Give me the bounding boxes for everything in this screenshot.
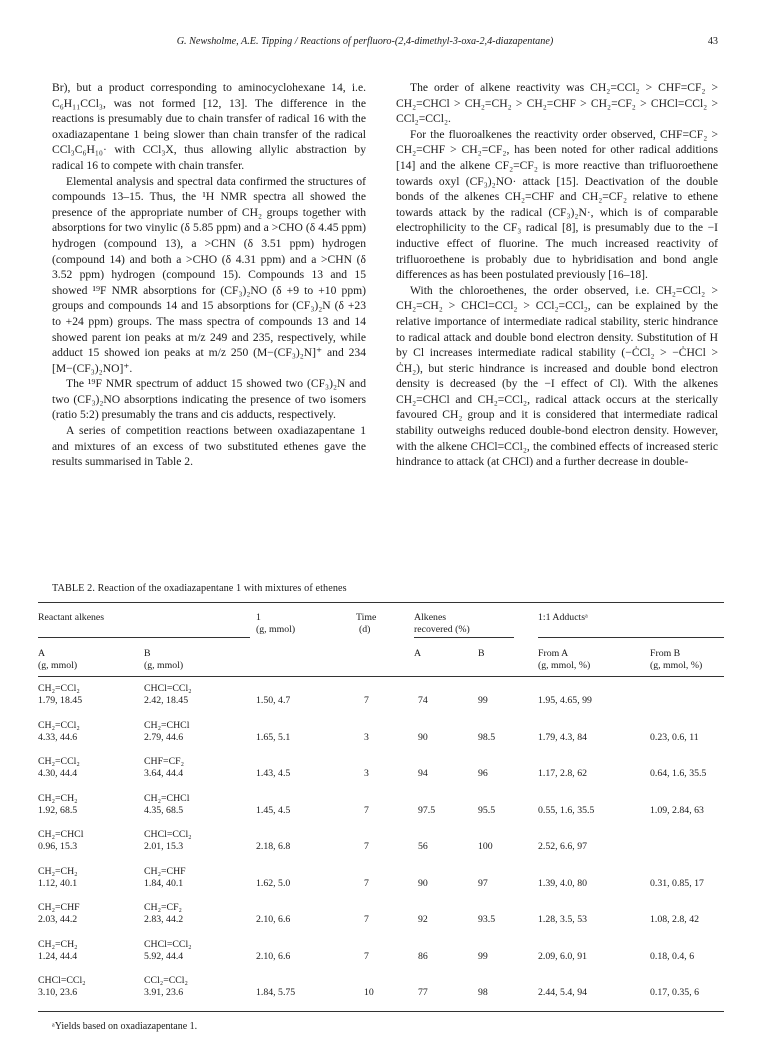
recovered-A: 56 [418,841,428,852]
reactant-A-name: CH₂=CCl₂ [38,683,80,694]
reaction-time: 7 [364,877,369,889]
reactant-B-amount: 4.35, 68.5 [144,804,184,816]
reactant-A-amount: 1.12, 40.1 [38,877,78,889]
reactant-A-name: CHCl=CCl₂ [38,975,86,986]
oxadiazapentane-amount: 2.10, 6.6 [256,914,291,925]
paragraph: Elemental analysis and spectral data confirmed the structures of compounds 13–15. Thus, the ¹H NMR spectra all showed the presence of the appropriate number of CH₂ groups together with absorptions for two vinylic (δ 5.85 ppm) and a >CHO (δ 4.45 ppm) hydrogen (compound 13), a >CHN (δ 3.51 ppm) hydrogen (compound 14) and both a >CHO (δ 4.31 ppm) and a >CHN (δ 3.52 ppm) hydrogen (compound 15). Compounds 13 and 15 showed ¹⁹F NMR absorptions for (CF₃)₂NO (δ +9 to +10 ppm) groups and compounds 14 and 15 absorptions for (CF₃)₂N (δ +23 to +24 ppm) groups. The mass spectra of compounds 13 and 14 showed parent ion peaks at m/z 249 and 235, respectively, while adduct 15 showed ion peaks at m/z 250 (M−(CF₃)₂N]⁺ and 234 [M−(CF₃)₂NO]⁺. [52,174,366,375]
paragraph: The order of alkene reactivity was CH₂=CCl₂ > CHF=CF₂ > CH₂=CHCl > CH₂=CH₂ > CH₂=CHF > CH₂=CF₂ > CHCl=CCl₂ > CCl₂=CCl₂. [396,81,718,126]
adduct-from-A: 1.17, 2.8, 62 [538,768,587,779]
adduct-from-B: 0.17, 0.35, 6 [650,987,699,998]
header-from-B: From B [650,648,681,659]
reaction-time: 7 [364,950,369,962]
reactant-A-name: CH₂=CCl₂ [38,719,80,731]
reactant-A-name: CH₂=CH₂ [38,865,78,877]
recovered-B: 93.5 [478,914,496,925]
adduct-from-B: 1.09, 2.84, 63 [650,804,704,816]
header-from-B-units: (g, mmol, %) [650,660,703,671]
reaction-time: 7 [364,841,369,852]
adduct-from-A: 1.28, 3.5, 53 [538,914,587,925]
reactant-B-name: CHCl=CCl₂ [144,829,192,840]
reaction-time: 7 [364,695,369,706]
header-from-A: From A [538,648,569,659]
adduct-from-A: 1.95, 4.65, 99 [538,695,592,706]
table-footnote: ᵃYields based on oxadiazapentane 1. [52,1021,198,1032]
reactant-A-name: CH₂=CHCl [38,829,84,840]
reactant-B-name: CHCl=CCl₂ [144,938,192,950]
reaction-time: 7 [364,914,369,925]
recovered-A: 77 [418,987,428,998]
reactant-A-amount: 0.96, 15.3 [38,841,78,852]
reactant-B-name: CHF=CF₂ [144,756,184,767]
table-rule [414,637,514,638]
adduct-from-A: 2.44, 5.4, 94 [538,987,587,998]
running-title: G. Newsholme, A.E. Tipping / Reactions of perfluoro-(2,4-dimethyl-3-oxa-2,4-diazapentane) [176,36,554,47]
reactant-B-amount: 2.79, 44.6 [144,731,184,743]
right-column [396,80,718,470]
reactant-A-name: CH₂=CCl₂ [38,756,80,767]
reactant-B-name: CH₂=CHF [144,865,186,877]
header-B: B [144,648,151,659]
reactant-B-name: CH₂=CF₂ [144,902,182,913]
reactant-B-name: CHCl=CCl₂ [144,683,192,694]
reactant-B-amount: 2.01, 15.3 [144,841,184,852]
running-header [52,36,718,56]
oxadiazapentane-amount: 1.45, 4.5 [256,804,291,816]
reactant-A-amount: 4.33, 44.6 [38,731,78,743]
header-adducts: 1:1 Adductsᵃ [538,612,588,623]
header-B-units: (g, mmol) [144,660,184,671]
recovered-A: 97.5 [418,804,436,816]
adduct-from-B: 1.08, 2.8, 42 [650,914,699,925]
header-oxadiazapentane-units: (g, mmol) [256,624,296,635]
recovered-A: 94 [418,768,428,779]
adduct-from-A: 2.09, 6.0, 91 [538,950,587,962]
oxadiazapentane-amount: 1.65, 5.1 [256,731,291,743]
header-alkenes-recovered-units: recovered (%) [414,624,470,635]
reactant-B-amount: 2.83, 44.2 [144,914,184,925]
adduct-from-A: 1.79, 4.3, 84 [538,731,587,743]
paragraph: The ¹⁹F NMR spectrum of adduct 15 showed two (CF₃)₂N and two (CF₃)₂NO absorptions indicating the presence of two isomers (ratio 5:2) presumably the trans and cis adducts, respectively. [52,377,366,422]
header-from-A-units: (g, mmol, %) [538,660,591,671]
recovered-A: 92 [418,914,428,925]
reactant-A-amount: 3.10, 23.6 [38,987,78,998]
table-caption: TABLE 2. Reaction of the oxadiazapentane 1 with mixtures of ethenes [52,583,347,594]
recovered-A: 74 [418,695,428,706]
oxadiazapentane-amount: 2.18, 6.8 [256,841,291,852]
reactant-B-name: CH₂=CHCl [144,792,190,804]
page-number: 43 [707,36,718,47]
adduct-from-B: 0.23, 0.6, 11 [650,731,699,743]
table-rule [38,1011,724,1012]
recovered-B: 98.5 [478,731,496,743]
reactant-A-name: CH₂=CH₂ [38,792,78,804]
adduct-from-A: 0.55, 1.6, 35.5 [538,804,595,816]
adduct-from-A: 1.39, 4.0, 80 [538,877,587,889]
oxadiazapentane-amount: 1.43, 4.5 [256,768,291,779]
reaction-time: 3 [364,768,369,779]
table-rule [38,602,724,603]
recovered-B: 99 [478,695,488,706]
reactant-A-name: CH₂=CHF [38,902,80,913]
reactant-B-name: CH₂=CHCl [144,719,190,731]
reactant-A-amount: 1.24, 44.4 [38,950,78,962]
recovered-B: 100 [478,841,493,852]
paragraph: With the chloroethenes, the order observed, i.e. CH₂=CCl₂ > CH₂=CH₂ > CHCl=CCl₂ > CCl₂=CCl₂, can be explained by the relative importance of intermediate radical stability, steric hindrance to radical attack and double bond electron density. Substitution of H by Cl increases intermediate radical stability (−ĊCl₂ > −ĊHCl > ĊH₂), but steric hindrance is increased and double bond electron density is decreased (by the −I effect of Cl). With the alkenes CH₂=CHCl and CH₂=CCl₂, radical attack occurs at the sterically favoured CH₂ group and it is considered that intermediate radical stability outweighs reduced double-bond electron density. However, with the alkene CHCl=CCl₂, the combined effects of increased steric hindrance to attack (at CHCl) and a further decrease in double- [396,283,718,469]
recovered-B: 99 [478,950,488,962]
header-time: Time [356,612,377,623]
recovered-B: 95.5 [478,804,496,816]
reactant-A-amount: 1.92, 68.5 [38,804,78,816]
reactant-B-amount: 3.64, 44.4 [144,768,184,779]
reactant-B-amount: 1.84, 40.1 [144,877,184,889]
reaction-time: 7 [364,804,369,816]
adduct-from-B: 0.64, 1.6, 35.5 [650,768,707,779]
oxadiazapentane-amount: 2.10, 6.6 [256,950,291,962]
oxadiazapentane-amount: 1.62, 5.0 [256,877,291,889]
recovered-B: 96 [478,768,488,779]
reactant-A-name: CH₂=CH₂ [38,938,78,950]
oxadiazapentane-amount: 1.50, 4.7 [256,695,291,706]
reactant-A-amount: 1.79, 18.45 [38,695,83,706]
oxadiazapentane-amount: 1.84, 5.75 [256,987,296,998]
paragraph: A series of competition reactions between oxadiazapentane 1 and mixtures of an excess of two substituted ethenes gave the results summarised in Table 2. [52,424,366,469]
header-recovered-A: A [414,648,422,659]
paragraph: Br), but a product corresponding to aminocyclohexane 14, i.e. C₆H₁₁CCl₃, was not formed [12, 13]. The difference in the reactions is presumably due to chain transfer of radical 16 with the oxadiazapentane 1 being slower than chain transfer of the radical CCl₃C₆H₁₀· with CCl₃X, thus allowing allylic abstraction by radical 16 to compete with chain transfer. [52,81,366,172]
table-rule [38,676,724,677]
header-A-units: (g, mmol) [38,660,78,671]
adduct-from-A: 2.52, 6.6, 97 [538,841,587,852]
recovered-B: 97 [478,877,488,889]
header-oxadiazapentane: 1 [256,612,261,623]
reactant-A-amount: 4.30, 44.4 [38,768,78,779]
recovered-B: 98 [478,987,488,998]
reactant-B-amount: 5.92, 44.4 [144,950,184,962]
reaction-time: 3 [364,731,369,743]
recovered-A: 90 [418,731,428,743]
reactant-B-amount: 2.42, 18.45 [144,695,189,706]
reaction-time: 10 [364,987,374,998]
table-rule [38,637,250,638]
recovered-A: 90 [418,877,428,889]
adduct-from-B: 0.18, 0.4, 6 [650,950,695,962]
header-alkenes-recovered: Alkenes [414,612,447,623]
table-rule [538,637,724,638]
header-A: A [38,648,46,659]
header-time-units: (d) [359,624,371,635]
reactant-B-amount: 3.91, 23.6 [144,987,184,998]
left-column [52,80,366,470]
reactant-B-name: CCl₂=CCl₂ [144,975,188,986]
header-reactant-alkenes: Reactant alkenes [38,612,105,623]
header-recovered-B: B [478,648,485,659]
adduct-from-B: 0.31, 0.85, 17 [650,877,704,889]
paragraph: For the fluoroalkenes the reactivity order observed, CHF=CF₂ > CH₂=CHF > CH₂=CF₂, has been noted for other radical additions [14] and the alkene CF₂=CF₂ is more reactive than trifluoroethene towards oxyl (CF₃)₂NO· attack [15]. Deactivation of the double bonds of the alkenes CH₂=CHF and CH₂=CF₂ relative to ethene towards attack by the radical (CF₃)₂N·, which is of comparable electrophilicity to the CF₃ radical [8], is presumably due to the −I inductive effect of fluorine. The much increased reactivity of trifluoroethene is probably due to hybridisation and bond angle differences as has been postulated previously [16–18]. [396,127,718,282]
recovered-A: 86 [418,950,428,962]
reactant-A-amount: 2.03, 44.2 [38,914,78,925]
